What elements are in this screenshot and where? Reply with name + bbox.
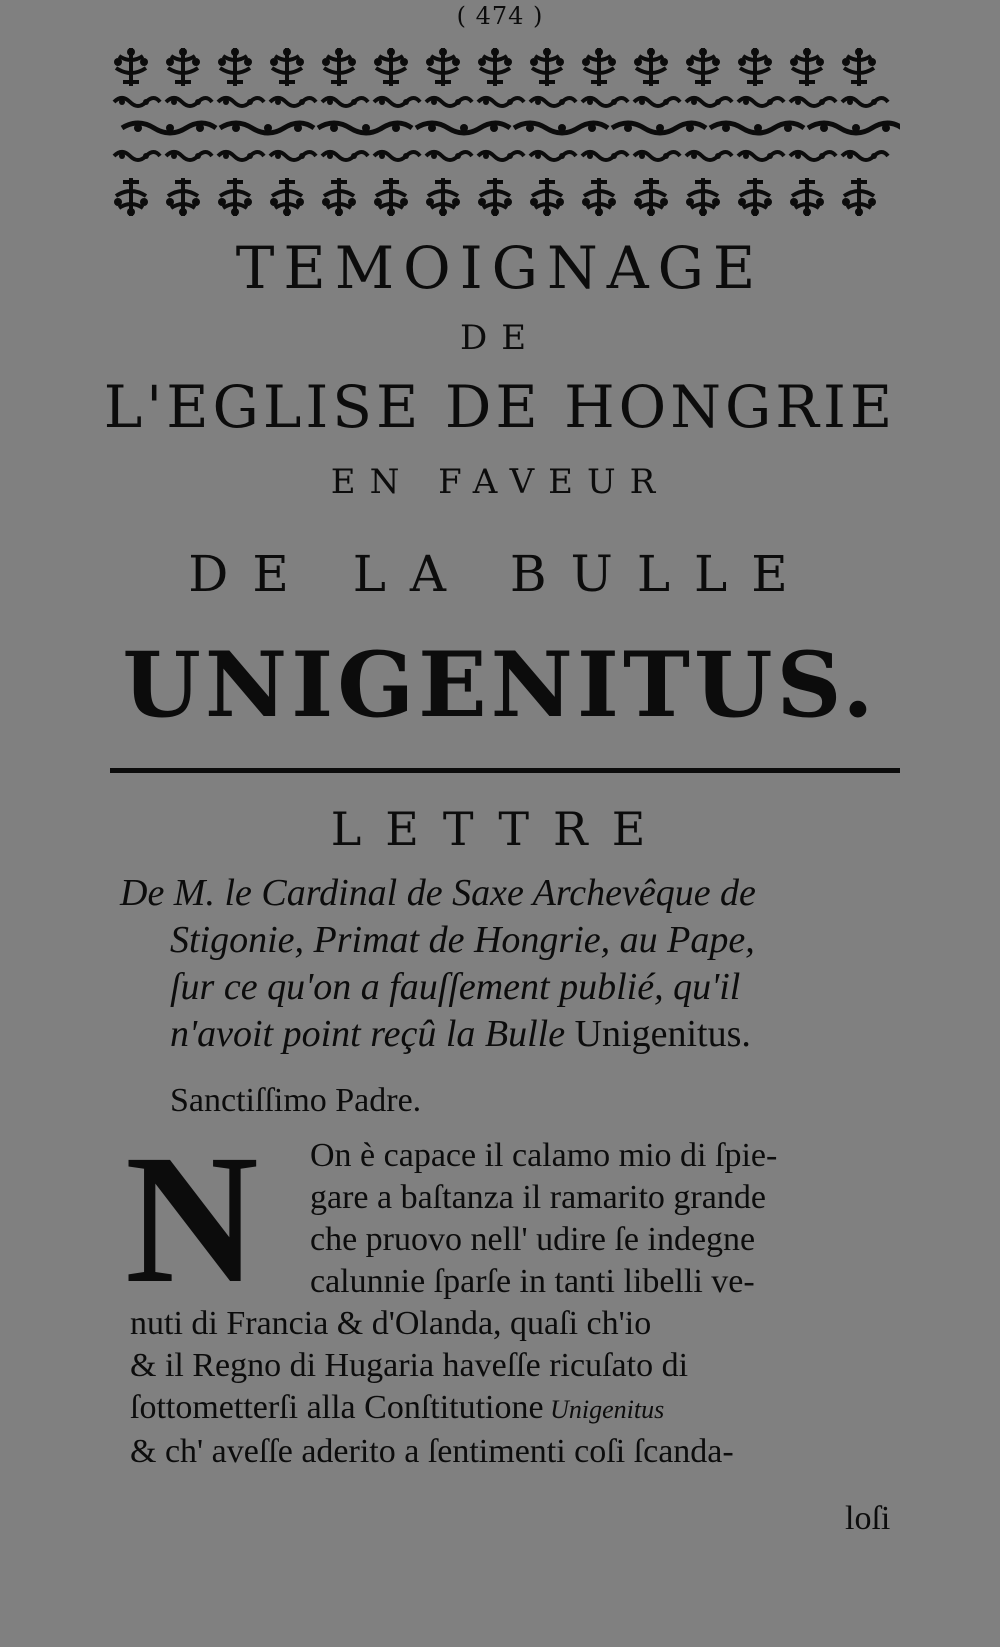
body-line: & il Regno di Hugaria haveſſe ricuſato di xyxy=(130,1347,689,1384)
body-line: nuti di Francia & d'Olanda, quaſi ch'io xyxy=(130,1305,652,1342)
body-line: & ch' aveſſe aderito a ſentimenti coſi ſcanda- xyxy=(130,1433,734,1470)
salutation: Sanctiſſimo Padre. xyxy=(170,1082,422,1119)
title-line-3: L'EGLISE DE HONGRIE xyxy=(103,373,897,441)
letter-body xyxy=(130,1135,920,1473)
horizontal-rule xyxy=(110,768,900,773)
subtitle-line: Stigonie, Primat de Hongrie, au Pape, xyxy=(170,919,755,961)
page-number: ( 474 ) xyxy=(456,2,544,30)
subtitle-line-italic: n'avoit point reçû la Bulle xyxy=(170,1013,566,1055)
catchword: loſi xyxy=(845,1500,891,1537)
ornament-band xyxy=(110,48,900,216)
drop-cap: N xyxy=(125,1117,259,1322)
title-line-2: DE xyxy=(459,318,541,358)
letter-subtitle xyxy=(120,870,910,1058)
body-line xyxy=(130,1387,920,1431)
body-line-italic: Unigenitus xyxy=(543,1395,665,1424)
title-line-5: DE LA BULLE xyxy=(188,545,812,603)
subtitle-line xyxy=(120,1011,910,1058)
title-line-4: EN FAVEUR xyxy=(330,462,670,502)
body-line: che pruovo nell' udire ſe indegne xyxy=(310,1221,756,1258)
subtitle-line-roman: Unigenitus. xyxy=(565,1013,751,1055)
body-line: gare a baſtanza il ramarito grande xyxy=(310,1179,766,1216)
subtitle-line: De M. le Cardinal de Saxe Archevêque de xyxy=(120,872,756,914)
body-line: On è capace il calamo mio di ſpie- xyxy=(310,1137,778,1174)
subtitle-line: ſur ce qu'on a fauſſement publié, qu'il xyxy=(170,966,741,1008)
title-line-1: TEMOIGNAGE xyxy=(235,234,765,302)
title-line-6: UNIGENITUS. xyxy=(122,632,878,738)
body-line-roman: ſottometterſi alla Conſtitutione xyxy=(130,1389,544,1426)
letter-heading: LETTRE xyxy=(330,802,670,856)
body-line: calunnie ſparſe in tanti libelli ve- xyxy=(310,1263,755,1300)
